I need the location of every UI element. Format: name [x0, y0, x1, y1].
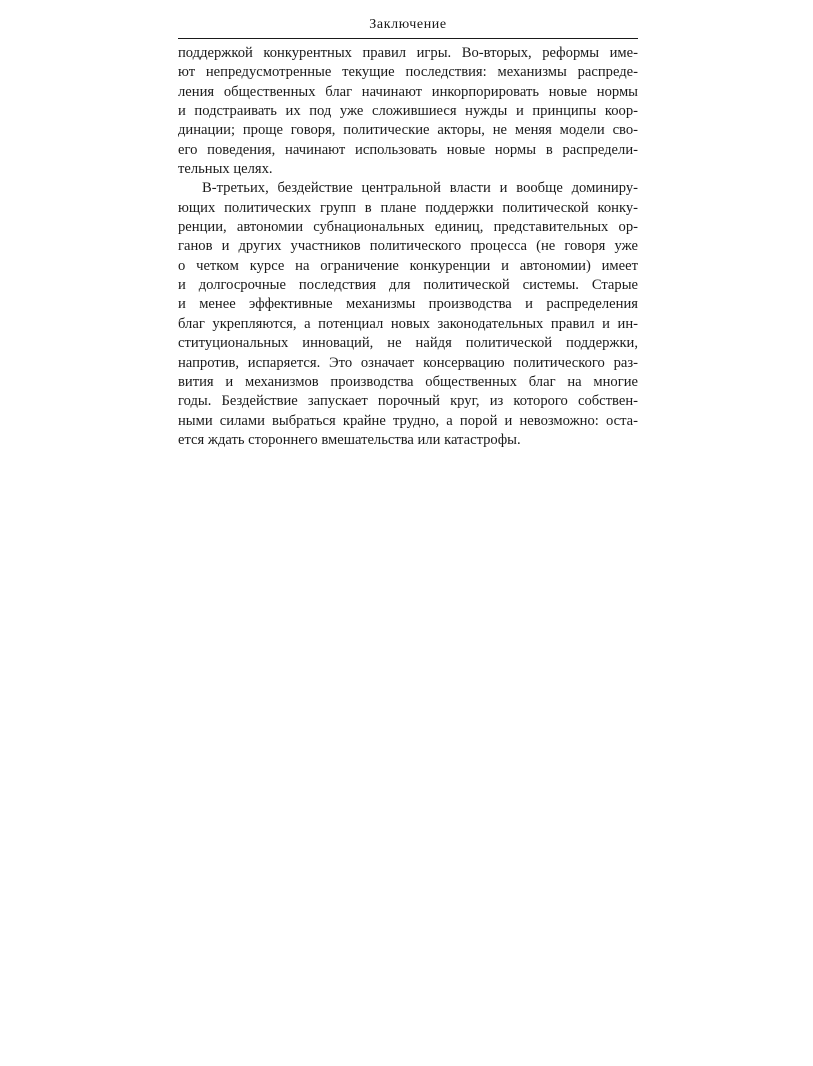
text-line: ется ждать стороннего вмешательства или катастрофы. — [178, 431, 521, 448]
text-line: поддержкой конкурентных правил игры. Во-вторых, реформы име- — [178, 45, 638, 61]
text-line: благ укрепляются, а потенциал новых законодательных правил и ин- — [178, 315, 638, 332]
text-line: и долгосрочные последствия для политической системы. Старые — [178, 277, 638, 294]
text-line: его поведения, начинают использовать новые нормы в распредели- — [178, 141, 638, 158]
text-line: В-третьих, бездействие центральной власти и вообще доминиру- — [202, 180, 638, 197]
text-line: ституциональных инноваций, не найдя политической поддержки, — [178, 335, 638, 352]
text-line: ными силами выбраться крайне трудно, а порой и невозможно: оста- — [178, 412, 638, 429]
text-line: о четком курсе на ограничение конкуренции и автономии) имеет — [178, 257, 638, 274]
paragraph-2 — [178, 179, 638, 450]
text-line: ющих политических групп в плане поддержки политической конку- — [178, 199, 638, 216]
text-line: и менее эффективные механизмы производства и распределения — [178, 296, 638, 313]
text-line: вития и механизмов производства общественных благ на многие — [178, 373, 638, 390]
paragraph-1 — [178, 44, 638, 179]
body-text — [178, 44, 638, 450]
text-line: ренции, автономии субнациональных единиц, представительных ор- — [178, 219, 638, 236]
header-rule — [178, 38, 638, 39]
text-line: напротив, испаряется. Это означает консервацию политического раз- — [178, 354, 638, 371]
text-line: динации; проще говоря, политические акторы, не меняя модели сво- — [178, 122, 638, 139]
text-line: ления общественных благ начинают инкорпорировать новые нормы — [178, 83, 638, 100]
text-line: ганов и других участников политического процесса (не говоря уже — [178, 238, 638, 255]
text-line: и подстраивать их под уже сложившиеся нужды и принципы коор- — [178, 103, 638, 120]
running-head: Заключение — [369, 17, 447, 32]
text-line: ют непредусмотренные текущие последствия: механизмы распреде- — [178, 64, 638, 81]
text-line: тельных целях. — [178, 161, 273, 178]
text-line: годы. Бездействие запускает порочный круг, из которого собствен- — [178, 393, 638, 410]
